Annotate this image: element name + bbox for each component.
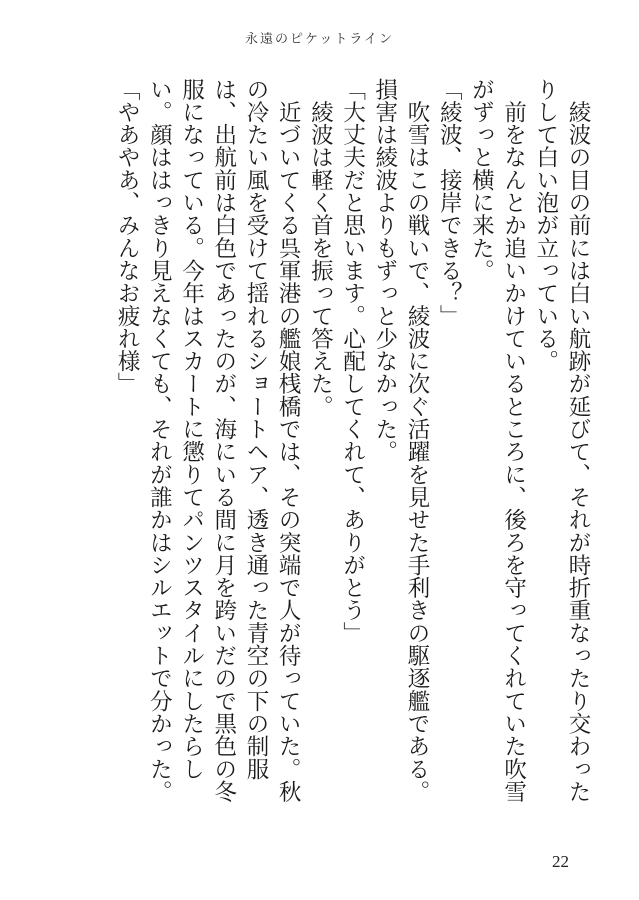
- paragraph: 前をなんとか追いかけているところに、後ろを守ってくれていた吹雪がずっと横に来た。: [468, 78, 527, 803]
- paragraph: 綾波の目の前には白い航跡が延びて、それが時折重なったり交わったりして白い泡が立っている。: [532, 78, 591, 803]
- dialogue-line: 「綾波、接岸できる？」: [436, 78, 463, 328]
- page-number: 22: [552, 852, 569, 871]
- paragraph: 綾波は軽く首を振って答えた。: [307, 78, 334, 418]
- body-text: [34, 78, 594, 813]
- running-title: 永遠のピケットライン: [245, 32, 394, 47]
- dialogue-line: 「やあやあ、みんなお疲れ様」: [114, 78, 141, 396]
- paragraph: 吹雪はこの戦いで、綾波に次ぐ活躍を見せた手利きの駆逐艦である。損害は綾波よりもずっと少なかった。: [371, 78, 430, 803]
- dialogue-line: 「大丈夫だと思います。心配してくれて、ありがとう」: [339, 78, 366, 645]
- paragraph: 近づいてくる呉軍港の艦娘桟橋では、その突端で人が待っていた。秋の冷たい風を受けて揺れるショートヘア、透き通った青空の下の制服は、出航前は白色であったのが、海にいる間に月を跨いだので黒色の冬服になっている。今年はスカートに懲りてパンツスタイルにしたらしい。顔ははっきり見えなくても、それが誰かはシルエットで分かった。: [146, 78, 302, 803]
